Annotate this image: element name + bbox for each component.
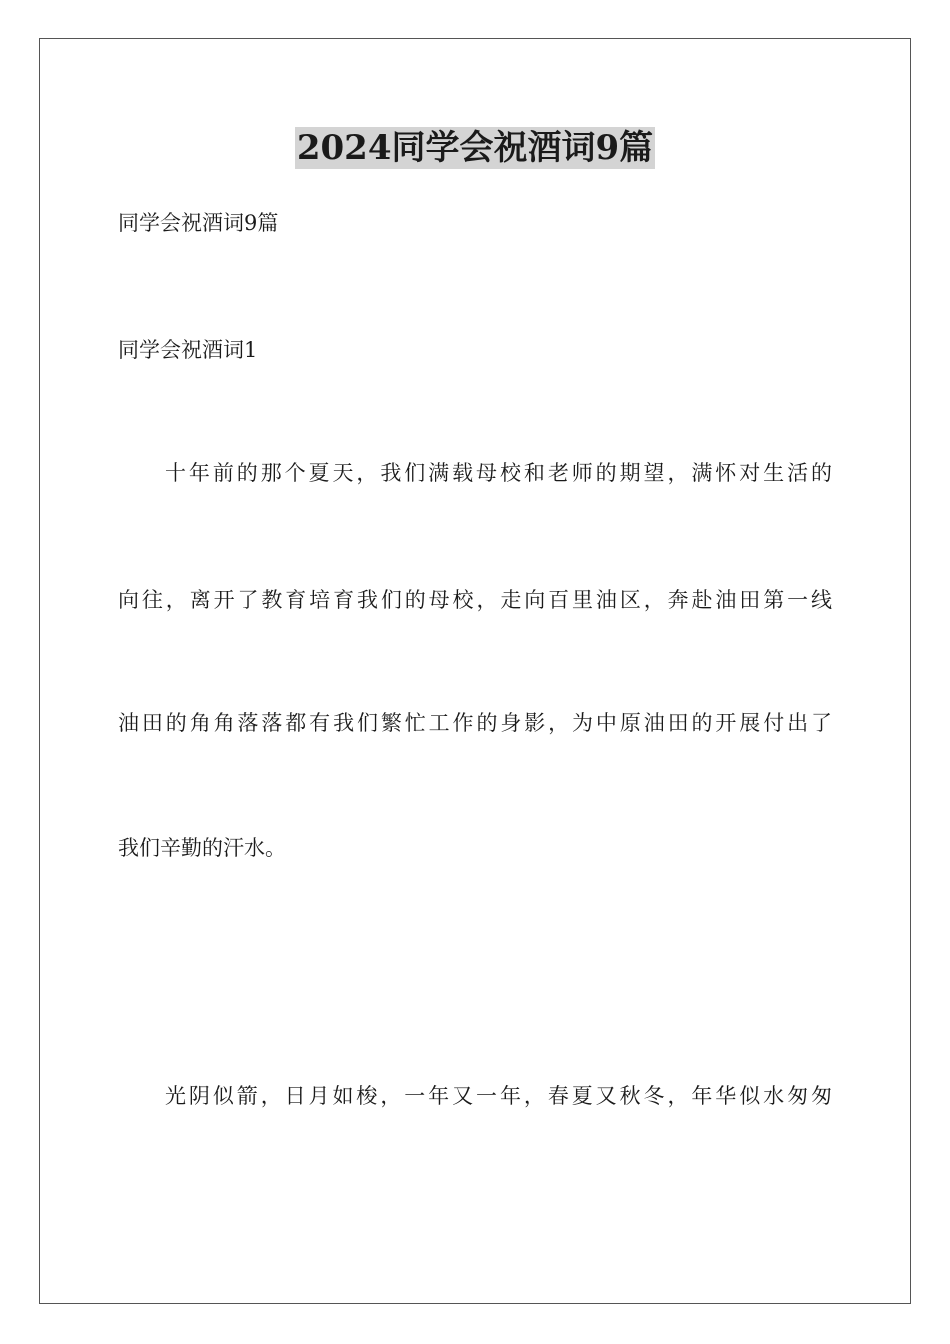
document-subtitle: 同学会祝酒词9篇 bbox=[118, 211, 279, 235]
paragraph-line: 光阴似箭，日月如梭，一年又一年，春夏又秋冬，年华似水匆匆 bbox=[165, 1084, 832, 1108]
paragraph-line: 油田的角角落落都有我们繁忙工作的身影，为中原油田的开展付出了 bbox=[118, 711, 832, 735]
document-title-block bbox=[0, 126, 950, 170]
paragraph-line: 向往，离开了教育培育我们的母校，走向百里油区，奔赴油田第一线 bbox=[118, 588, 832, 612]
section-heading: 同学会祝酒词1 bbox=[118, 338, 258, 362]
document-title: 2024同学会祝酒词9篇 bbox=[296, 128, 654, 168]
paragraph-line: 十年前的那个夏天，我们满载母校和老师的期望，满怀对生活的 bbox=[165, 461, 832, 485]
paragraph-line: 我们辛勤的汗水。 bbox=[118, 836, 286, 860]
